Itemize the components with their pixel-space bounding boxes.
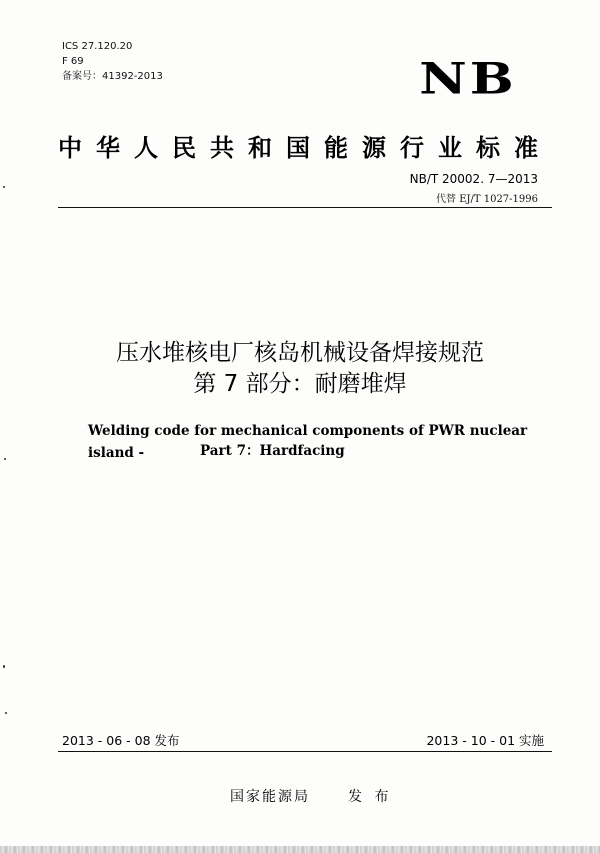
issuing-authority: 国家能源局: [230, 789, 310, 805]
chinese-title-line-2: 第 7 部分：耐磨堆焊: [193, 371, 407, 397]
top-divider: [58, 207, 552, 208]
scan-speck: [3, 665, 5, 668]
nb-logo: NB: [419, 54, 517, 105]
english-title-line-1: Welding code for mechanical components of PWR nuclear island -: [88, 423, 528, 461]
scan-bottom-edge: [0, 846, 600, 853]
filing-number: 备案号：41392-2013: [62, 71, 163, 82]
issue-date: 2013 - 06 - 08 发布: [62, 733, 180, 748]
standard-number: NB/T 20002. 7—2013: [409, 172, 538, 186]
implementation-date: 2013 - 10 - 01 实施: [426, 733, 544, 748]
standard-title: 中华人民共和国能源行业标准: [58, 134, 552, 162]
bottom-divider: [58, 751, 552, 752]
replaces-standard: 代替 EJ/T 1027-1996: [436, 194, 538, 205]
scan-speck: [3, 186, 5, 188]
ics-code: ICS 27.120.20: [62, 41, 133, 52]
issuer-action: 发 布: [348, 789, 393, 805]
english-title-line-2: Part 7：Hardfacing: [200, 443, 345, 459]
scan-speck: [5, 712, 7, 714]
chinese-title-line-1: 压水堆核电厂核岛机械设备焊接规范: [116, 340, 484, 366]
scan-speck: [4, 458, 6, 460]
ccs-code: F 69: [62, 56, 84, 67]
